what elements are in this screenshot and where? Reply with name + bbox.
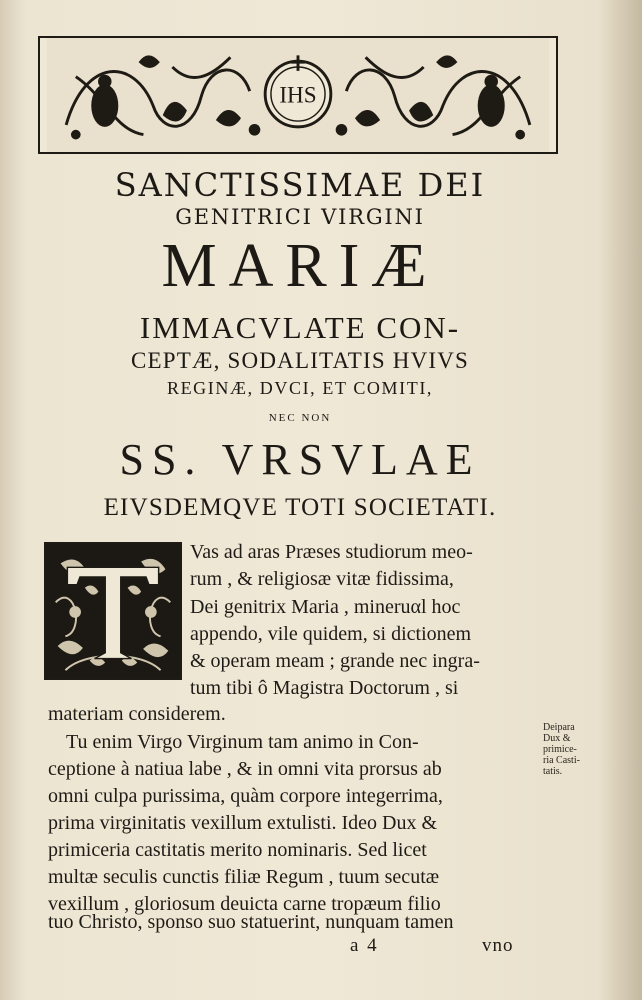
body-line: vexillum , gloriosum deuicta carne tropæum filio [48,893,441,915]
margin-note-line: ria Casti- [543,755,580,766]
dedication-line-7: NEC NON [268,412,332,424]
body-line: multæ seculis cunctis filiæ Regum , tuum secutæ [48,866,440,888]
body-line: appendo, vile quidem, si dictionem [190,623,472,645]
dedication-line-5: CEPTÆ, SODALITATIS HVIVS [130,348,470,373]
margin-note-line: Deipara [543,722,575,733]
dedication-line-6: REGINÆ, DVCI, ET COMITI, [166,378,434,398]
body-line: & operam meam ; grande nec ingra- [190,650,480,672]
ornamental-headpiece [38,36,558,154]
marginal-note [543,722,599,777]
body-line: omni culpa purissima, quàm corpore integerrima, [48,785,443,807]
margin-note-line: tatis. [543,766,563,777]
dedication-line-3: MARIÆ [161,232,439,300]
body-line: materiam considerem. [48,703,226,725]
dedication-line-4: IMMACVLATE CON- [139,310,461,345]
body-line: Tu enim Virgo Virginum tam animo in Con- [66,731,419,753]
body-line: primiceria castitatis merito nominaris. Sed licet [48,839,427,861]
body-line: prima virginitatis vexillum extulisti. Ideo Dux & [48,812,438,834]
margin-note-line: primice- [543,744,577,755]
signature-mark: a 4 [350,935,379,956]
body-line: rum , & religiosæ vitæ fidissima, [190,568,454,590]
body-line: tum tibi ô Magistra Doctorum , si [190,677,459,699]
body-line: Dei genitrix Maria , mineruαl hoc [190,596,461,618]
decorated-initial [44,542,182,680]
margin-note-line: Dux & [543,733,571,744]
initial-letter: T [112,620,114,623]
body-line: Vas ad aras Præses studiorum meo- [190,541,473,563]
dedication-line-9: EIVSDEMQVE TOTI SOCIETATI. [103,494,497,521]
body-line: tuo Christo, sponso suo statuerint, nunquam tamen [48,911,454,933]
dedication-line-1: SANCTISSIMAE DEI [114,166,486,204]
dedication-line-8: SS. VRSVLAE [119,435,481,484]
page-edge-shadow [602,0,642,1000]
catchword: vno [482,935,514,956]
body-line: ceptione à natiua labe , & in omni vita prorsus ab [48,758,442,780]
dedication-line-2: GENITRICI VIRGINI [175,205,425,229]
ihs-monogram: IHS [279,82,317,109]
